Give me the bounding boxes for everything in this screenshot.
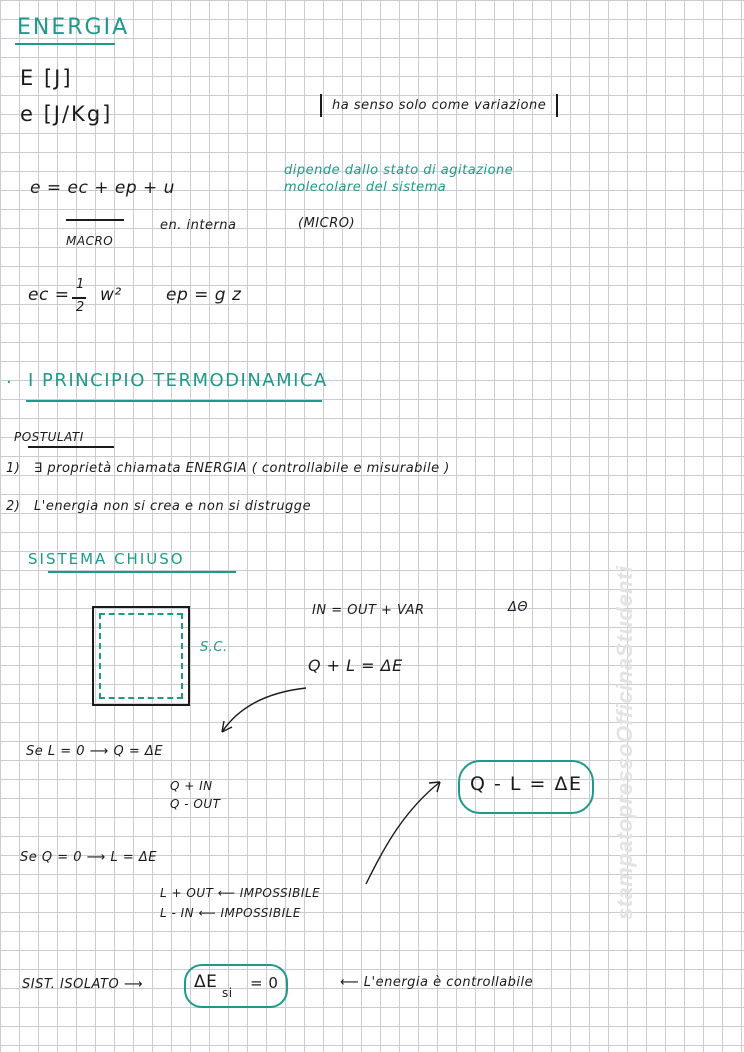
postulate-1: ∃ proprietà chiamata ENERGIA ( controllabile e misurabile ) [34,461,450,476]
section-heading-closed-system: SISTEMA CHIUSO [28,550,185,568]
internal-energy-label: en. interna [160,218,237,233]
variation-note: ha senso solo come variazione [320,94,558,117]
potential-energy: ep = g z [166,285,242,305]
case-q-positive: Q + IN [170,779,213,793]
section-heading-principle: I PRINCIPIO TERMODINAMICA [28,370,328,391]
micro-label: (MICRO) [298,216,356,231]
kinetic-energy-lhs: ec = [28,285,70,305]
postulate-1-number: 1) [6,461,21,476]
section-bullet: · [6,372,13,393]
case-l-zero: Se L = 0 ⟶ Q = ΔE [26,744,163,759]
energy-unit-specific: e [J/Kg] [20,102,113,126]
agitation-note-line2: molecolare del sistema [284,180,447,195]
specific-energy-equation: e = ec + ep + u [30,178,175,198]
fraction-numerator: 1 [76,277,85,292]
isolated-system-label: SIST. ISOLATO ⟶ [22,977,143,992]
watermark: stampatopressoOfficinaStudenti [612,565,637,920]
q-plus-l-equation: Q + L = ΔE [308,656,403,675]
agitation-note-line1: dipende dallo stato di agitazione [284,163,514,178]
isolated-subscript: si [222,986,233,1000]
sc-label: S.C. [200,640,228,655]
postulati-label: POSTULATI [14,430,84,444]
macro-label: MACRO [66,234,114,248]
isolated-note: ⟵ L'energia è controllabile [340,975,534,990]
arrow-to-first-law [366,782,440,884]
isolated-equals-zero: = 0 [250,974,279,992]
fraction-denominator: 2 [76,300,85,315]
postulate-2-number: 2) [6,499,21,514]
kinetic-energy-rhs: w² [100,285,122,305]
first-law-equation: Q - L = ΔE [470,773,583,795]
arrow-to-q-equals-de [222,688,306,732]
isolated-delta-e: ΔE [194,972,218,992]
delta-theta: ΔΘ [508,600,529,615]
case-l-positive: L + OUT ⟵ IMPOSSIBILE [160,886,321,900]
case-q-negative: Q - OUT [170,797,221,811]
balance-equation: IN = OUT + VAR [312,603,425,618]
energy-unit-total: E [J] [20,66,73,90]
page-title: ENERGIA [17,15,130,40]
case-l-negative: L - IN ⟵ IMPOSSIBILE [160,906,301,920]
postulate-2: L'energia non si crea e non si distrugge [34,499,312,514]
case-q-zero: Se Q = 0 ⟶ L = ΔE [20,850,157,865]
